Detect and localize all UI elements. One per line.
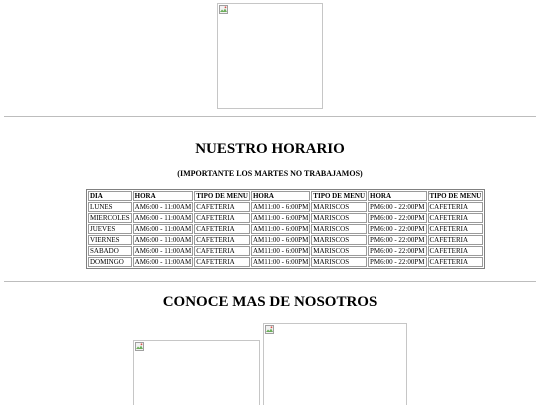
table-row: [88, 213, 483, 223]
cell-menu-type: CAFETERIA: [428, 235, 484, 245]
schedule-note: (IMPORTANTE LOS MARTES NO TRABAJAMOS): [177, 169, 363, 178]
cell-time: AM11:00 - 6:00PM: [252, 203, 309, 211]
top-image: [217, 3, 323, 109]
cell-menu-type: CAFETERIA: [194, 224, 250, 234]
cell-day: JUEVES: [88, 224, 132, 234]
cell-time: AM11:00 - 6:00PM: [252, 247, 309, 255]
cell-menu-type: MARISCOS: [311, 213, 367, 223]
cell-menu-type: CAFETERIA: [194, 257, 250, 267]
cell-time: AM11:00 - 6:00PM: [252, 214, 309, 222]
cell-time: AM11:00 - 6:00PM: [252, 225, 309, 233]
cell-menu-type: CAFETERIA: [194, 213, 250, 223]
header-time: HORA: [133, 191, 194, 201]
cell-time: PM6:00 - 22:00PM: [370, 247, 425, 255]
schedule-table: [86, 189, 485, 269]
cell-time: AM6:00 - 11:00AM: [134, 236, 192, 244]
cell-day: LUNES: [88, 202, 132, 212]
table-row: [88, 235, 483, 245]
cell-menu-type: CAFETERIA: [194, 246, 250, 256]
cell-menu-type: MARISCOS: [311, 202, 367, 212]
header-day: DIA: [88, 191, 132, 201]
about-title: CONOCE MAS DE NOSOTROS: [162, 294, 378, 310]
cell-time: PM6:00 - 22:00PM: [370, 236, 425, 244]
broken-image-icon: [219, 5, 228, 14]
cell-time: AM6:00 - 11:00AM: [134, 258, 192, 266]
cell-menu-type: CAFETERIA: [194, 235, 250, 245]
divider-top: [4, 116, 536, 117]
cell-time: AM11:00 - 6:00PM: [252, 236, 309, 244]
cell-day: DOMINGO: [88, 257, 132, 267]
table-row: [88, 246, 483, 256]
cell-menu-type: MARISCOS: [311, 246, 367, 256]
header-menu-type: TIPO DE MENU: [313, 192, 366, 200]
schedule-header-row: [88, 191, 483, 201]
cell-menu-type: MARISCOS: [311, 235, 367, 245]
cell-time: PM6:00 - 22:00PM: [370, 225, 425, 233]
header-menu-type: TIPO DE MENU: [429, 192, 482, 200]
broken-image-icon: [265, 325, 274, 334]
cell-time: PM6:00 - 22:00PM: [370, 214, 425, 222]
cell-time: AM6:00 - 11:00AM: [134, 225, 192, 233]
cell-menu-type: MARISCOS: [311, 224, 367, 234]
cell-menu-type: CAFETERIA: [194, 202, 250, 212]
table-row: [88, 257, 483, 267]
table-row: [88, 202, 483, 212]
table-row: [88, 224, 483, 234]
cell-menu-type: CAFETERIA: [428, 202, 484, 212]
cell-menu-type: CAFETERIA: [428, 224, 484, 234]
cell-time: PM6:00 - 22:00PM: [370, 203, 425, 211]
cell-day: MIERCOLES: [90, 214, 130, 222]
cell-time: AM6:00 - 11:00AM: [134, 203, 192, 211]
cell-day: SABADO: [88, 246, 132, 256]
header-time: HORA: [251, 191, 310, 201]
about-image-right: [263, 323, 407, 405]
cell-time: PM6:00 - 22:00PM: [370, 258, 425, 266]
about-image-left: [133, 340, 260, 405]
divider-middle: [4, 281, 536, 282]
cell-menu-type: MARISCOS: [311, 257, 367, 267]
cell-time: AM6:00 - 11:00AM: [134, 247, 192, 255]
schedule-title: NUESTRO HORARIO: [195, 141, 345, 157]
cell-menu-type: CAFETERIA: [428, 246, 484, 256]
cell-menu-type: CAFETERIA: [428, 213, 484, 223]
cell-menu-type: CAFETERIA: [428, 257, 484, 267]
cell-time: AM6:00 - 11:00AM: [134, 214, 192, 222]
header-menu-type: TIPO DE MENU: [196, 192, 248, 200]
broken-image-icon: [135, 342, 144, 351]
header-time: HORA: [368, 191, 426, 201]
cell-day: VIERNES: [88, 235, 132, 245]
cell-time: AM11:00 - 6:00PM: [252, 258, 309, 266]
